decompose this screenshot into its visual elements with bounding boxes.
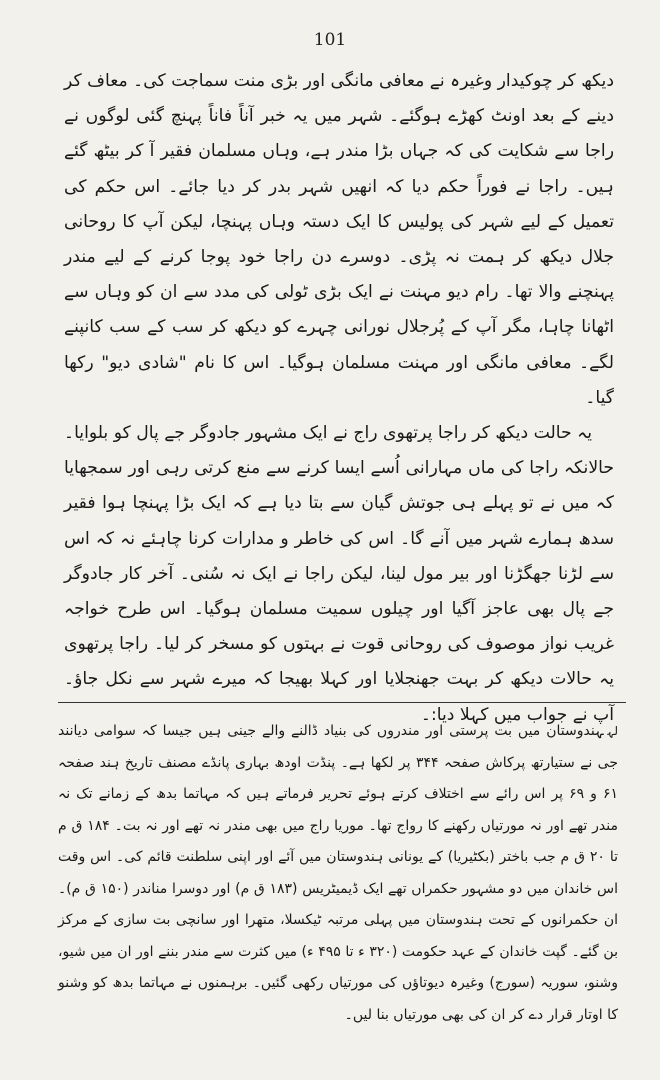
footnote-marker: لہ — [607, 724, 618, 738]
footnote — [58, 716, 618, 1031]
body-text — [64, 64, 614, 733]
footnote-text: ہندوستان میں بت پرستی اور مندروں کی بنیاد ڈالنے والے جینی ہیں جیسا کہ سوامی دیانند جی نے ستیارتھ پرکاش صفحہ ۳۴۴ پر لکھا ہے۔ پنڈت اودھ بہاری پانڈے مصنف تاریخ ہند صفحہ ۶۱ و ۶۹ پر اس رائے سے اختلاف کرتے ہوئے تحریر فرماتے ہیں کہ مہاتما بدھ کے زمانے تک نہ مندر تھے اور نہ مورتیاں رکھنے کا رواج تھا۔ موریا راج میں بھی مندر نہ تھے اور نہ بت۔ ۱۸۴ ق م تا ۲۰ ق م جب باختر (بکٹیریا) کے یونانی ہندوستان میں آئے اور اپنی سلطنت قائم کی۔ اس وقت اس خاندان میں دو مشہور حکمراں تھے ایک ڈیمیٹریس (۱۸۳ ق م) اور دوسرا مناندر (۱۵۰ ق م)۔ ان حکمرانوں کے تحت ہندوستان میں پہلی مرتبہ ٹیکسلا، متھرا اور سانچی بت سازی کے مرکز بن گئے۔ گپت خاندان کے عہد حکومت (۳۲۰ ء تا ۴۹۵ ء) میں کثرت سے مندر بننے اور ان میں شیو، وشنو، سوریہ (سورج) وغیرہ دیوتاؤں کی مورتیاں رکھی گئیں۔ برہمنوں نے مہاتما بدھ کو وشنو کا اوتار قرار دے کر ان کی بھی مورتیاں بنا لیں۔ — [58, 723, 619, 1023]
footnote-divider — [58, 702, 626, 703]
paragraph: دیکھ کر چوکیدار وغیرہ نے معافی مانگی اور بڑی منت سماجت کی۔ معاف کر دینے کے بعد اونٹ کھڑے ہوگئے۔ شہر میں یہ خبر آناً فاناً پہنچ گئی لوگوں نے راجا سے شکایت کی کہ جہاں بڑا مندر ہے، وہاں مسلمان فقیر آ کر بیٹھ گئے ہیں۔ راجا نے فوراً حکم دیا کہ انھیں شہر بدر کر دیا جائے۔ اس حکم کی تعمیل کے لیے شہر کی پولیس کا ایک دستہ وہاں پہنچا، لیکن آپ کا روحانی جلال دیکھ کر ہمت نہ پڑی۔ دوسرے دن راجا خود پوجا کرنے کے لیے مندر پہنچنے والا تھا۔ رام دیو مہنت نے ایک بڑی ٹولی کی مدد سے ان کو وہاں سے اٹھانا چاہا، مگر آپ کے پُرجلال نورانی چہرے کو دیکھ کر سب کے سب کانپنے لگے۔ معافی مانگی اور مہنت مسلمان ہوگیا۔ اس کا نام "شادی دیو" رکھا گیا۔ — [64, 71, 614, 408]
page-number: 101 — [313, 30, 347, 50]
paragraph: یہ حالت دیکھ کر راجا پرتھوی راج نے ایک مشہور جادوگر جے پال کو بلوایا۔ حالانکہ راجا کی ماں مہارانی اُسے ایسا کرنے سے منع کرتی رہی اور سمجھایا کہ میں نے تو پہلے ہی جوتش گیان سے بتا دیا ہے کہ ایک بڑا پہنچا ہوا فقیر سدھ ہمارے شہر میں آنے گا۔ اس کی خاطر و مدارات کرنا چاہئے نہ کہ اس سے لڑنا جھگڑنا اور بیر مول لینا، لیکن راجا نے ایک نہ سُنی۔ آخر کار جادوگر جے پال بھی عاجز آگیا اور چیلوں سمیت مسلمان ہوگیا۔ اس طرح خواجہ غریب نواز موصوف کی روحانی قوت نے بہتوں کو مسخر کر لیا۔ راجا پرتھوی یہ حالات دیکھ کر بہت جھنجلایا اور کہلا بھیجا کہ میرے شہر سے نکل جاؤ۔ آپ نے جواب میں کہلا دیا:۔ — [64, 423, 614, 725]
